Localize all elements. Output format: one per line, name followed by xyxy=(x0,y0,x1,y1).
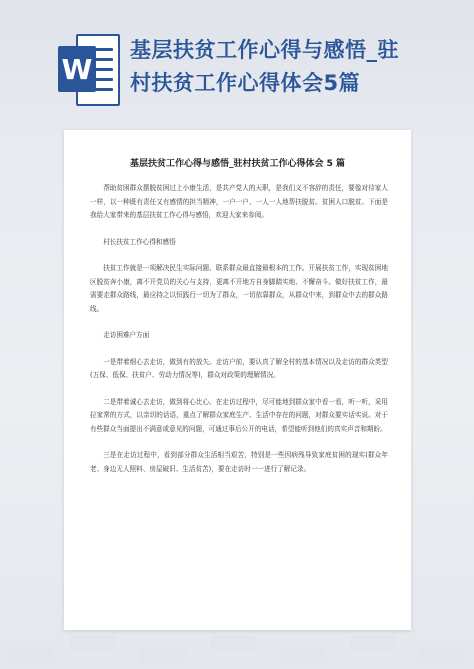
paragraph-intro: 帮助贫困群众摆脱贫困过上小康生活，是共产党人的天职，是我们义不容辞的责任，要像对待家人一样，以一种既有责任又有感情的担当精神，一户一户、一人一人地帮扶脱贫。贫困人口脱贫。下面是我给大家带来的基层扶贫工作心得与感悟，欢迎大家来参阅。 xyxy=(90,184,388,219)
title-line-1: 基层扶贫工作心得与感悟_驻 xyxy=(130,38,399,62)
word-icon xyxy=(58,34,120,106)
paragraph-point-2: 二是带着诚心去走访，做到将心比心。在走访过程中，尽可能地到群众家中看一看，听一听，采用拉家常的方式，以亲切的话语，重点了解群众家庭生产、生活中存在的问题，对群众要实话实说。对于有些群众当面提出不满意或意见的问题，可通过事后公开的电话，希望能听到他们的真实声音和期盼。 xyxy=(90,397,388,433)
title-line-2: 村扶贫工作心得体会5篇 xyxy=(130,71,361,95)
watermark-strip xyxy=(0,629,474,669)
document-body xyxy=(90,182,388,489)
page-title xyxy=(130,34,430,100)
paragraph-point-1: 一是带着细心去走访，做到有的放矢。走访户前，要认真了解全村的基本情况以及走访的群众类型(五保、低保、扶贫户、劳动力情况等)，群众对政策的理解情况。 xyxy=(90,357,388,379)
document-heading: 基层扶贫工作心得与感悟_驻村扶贫工作心得体会 5 篇 xyxy=(129,159,346,169)
word-badge: W xyxy=(58,46,96,92)
section-title-village: 村长扶贫工作心得和感悟 xyxy=(103,237,176,246)
header-banner xyxy=(0,0,474,130)
document-preview[interactable] xyxy=(64,130,411,630)
section-title-visits: 走访困难户方面 xyxy=(103,331,150,339)
paragraph-point-3: 三是在走访过程中，看到部分群众生活相当艰苦，特别是一些因病残导致家庭贫困的现实(群众年老、身边无人照料、房屋破旧、生活贫苦)，要在走访时一一进行了解记录。 xyxy=(90,451,388,473)
paragraph-work: 扶贫工作就是一项解决民生实际问题、联系群众最直接最根本的工作。开展扶贫工作，实现贫困地区脱贫奔小康，离不开党员的关心与支持，更离不开地方自身脚踏实地、不懈奋斗。做好扶贫工作，最需要走群众路线，最应持之以恒践行一切为了群众，一切依靠群众，从群众中来，到群众中去的群众路线。 xyxy=(90,264,388,313)
